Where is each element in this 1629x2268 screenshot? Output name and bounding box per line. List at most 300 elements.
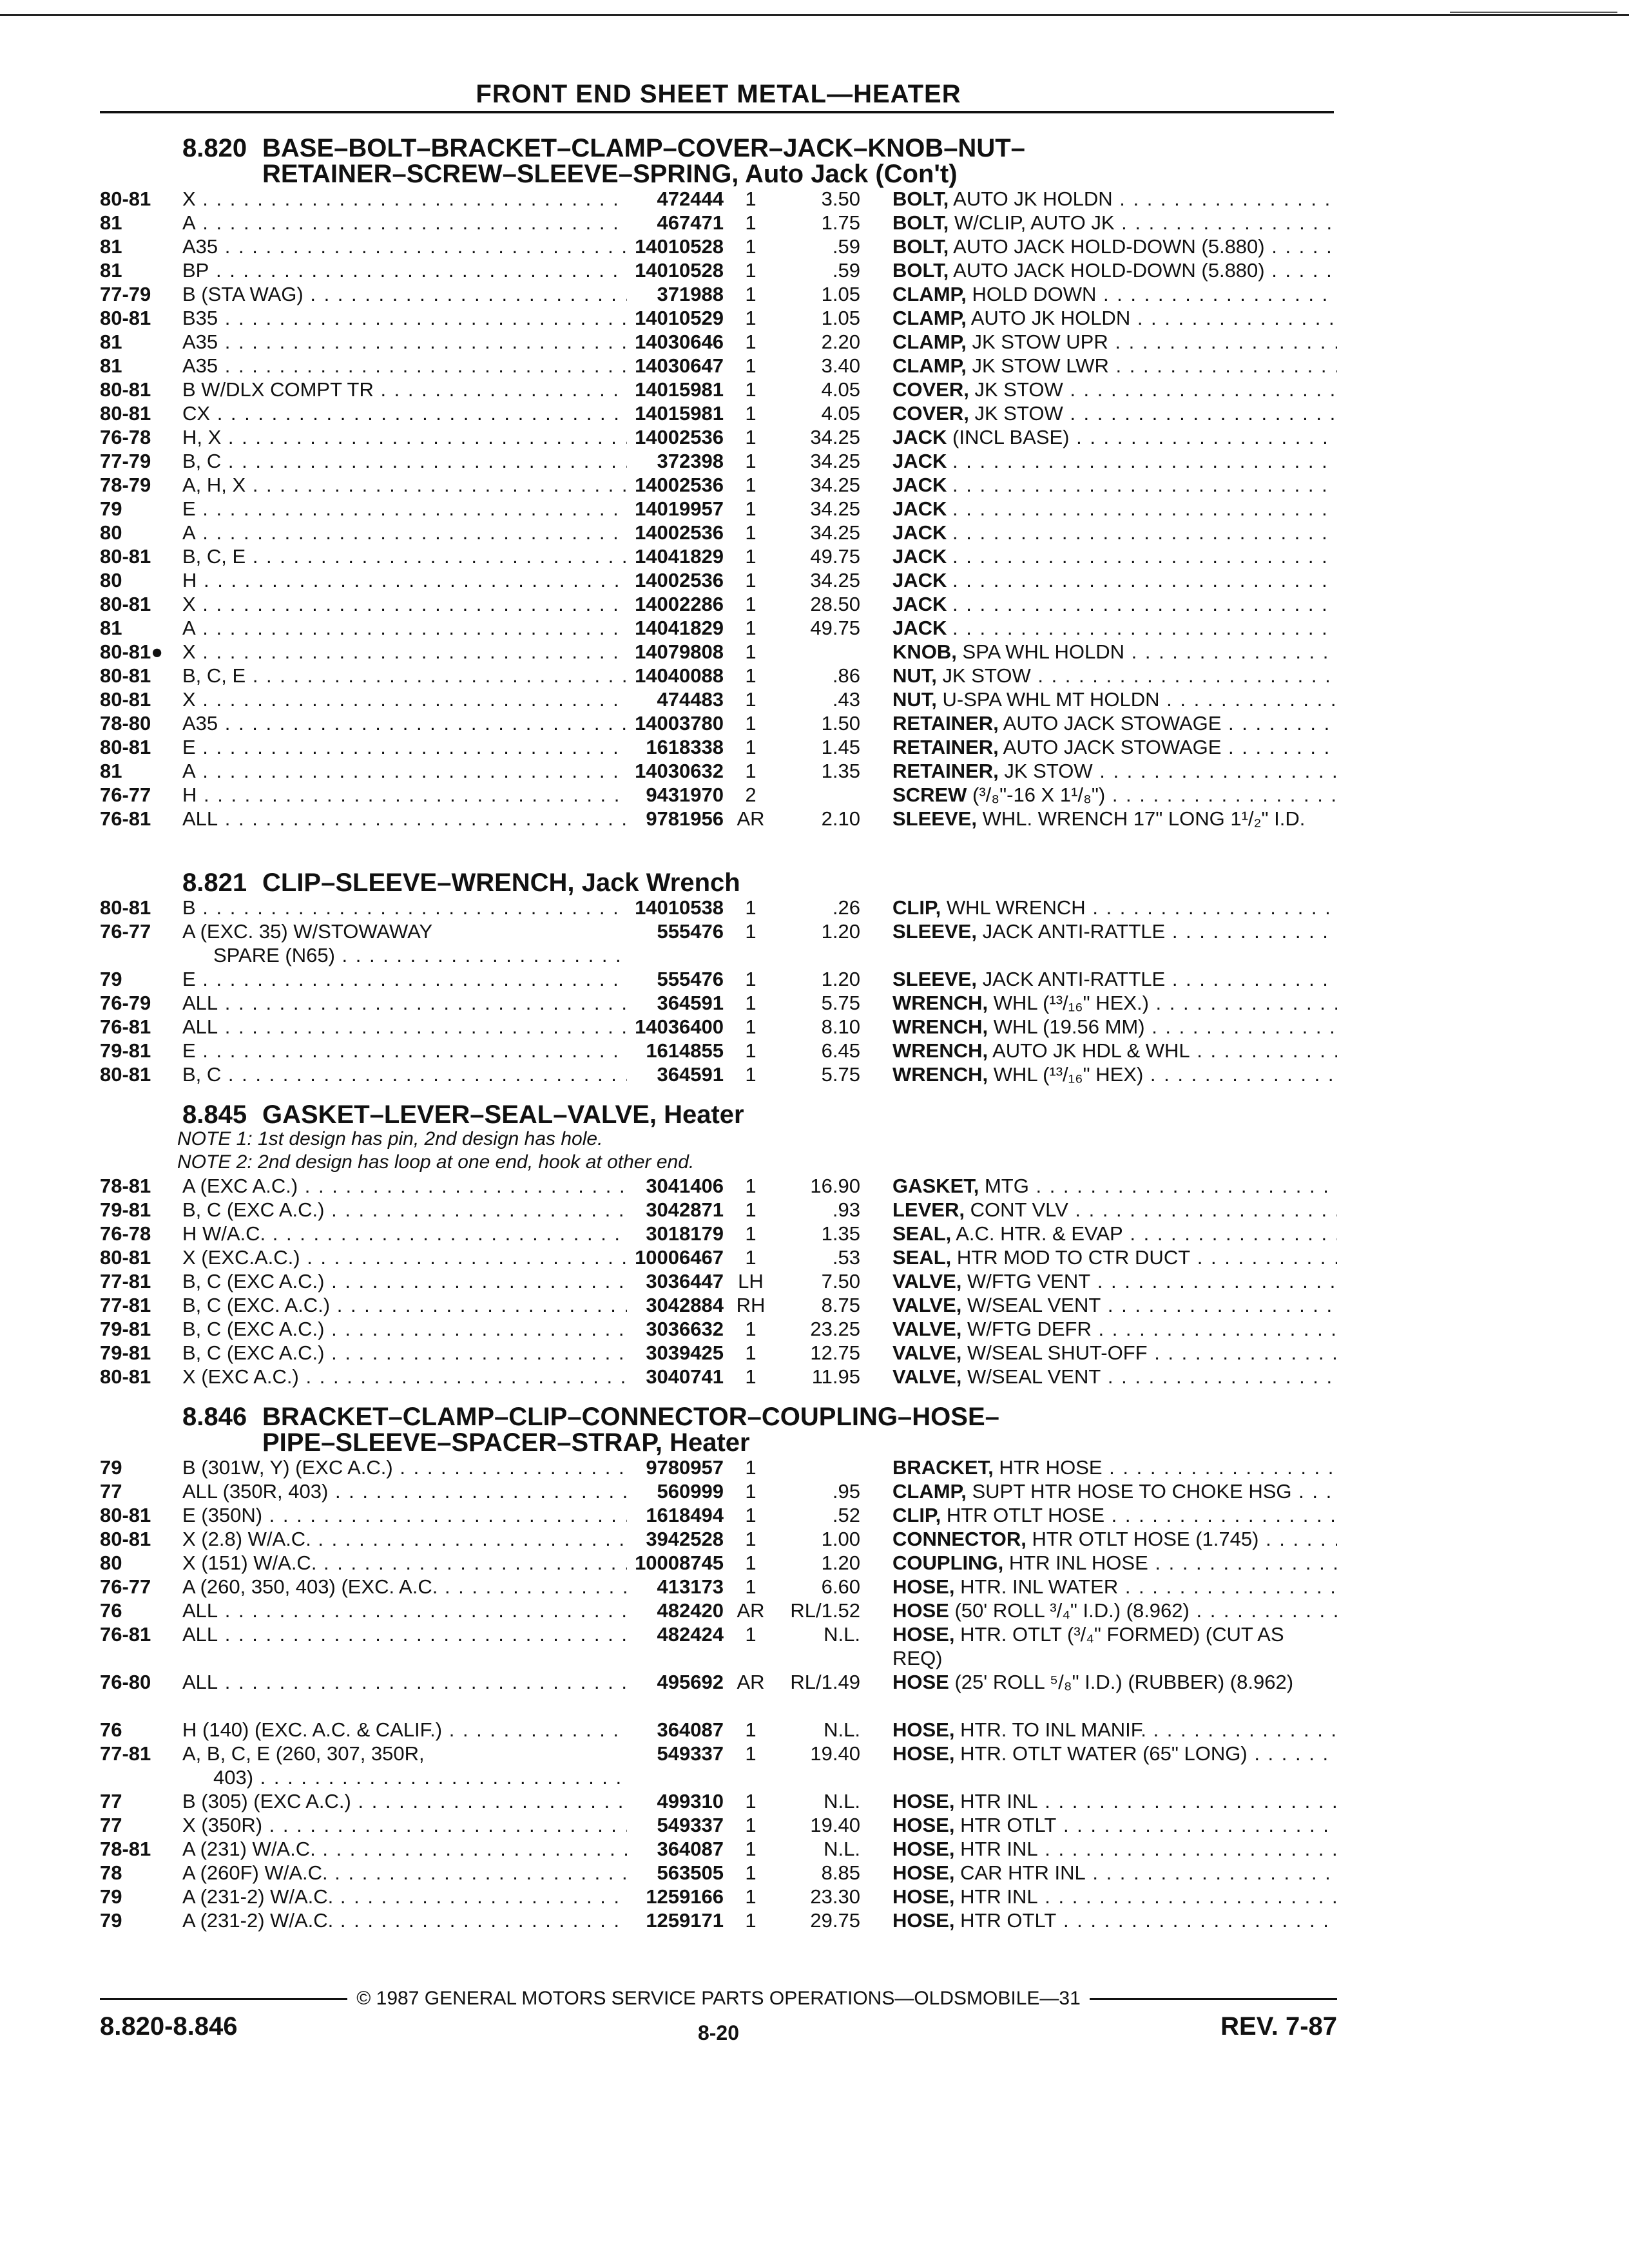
row-description-noun: WRENCH, [892,992,988,1014]
row-description [860,258,1337,282]
row-description-noun: RETAINER, [892,736,999,758]
row-description-noun: BOLT, [892,211,949,234]
table-row [100,807,1337,854]
row-description [860,1861,1337,1885]
row-description-text [952,521,1337,544]
row-part-number: 14010528 [635,235,724,258]
row-quantity: 1 [745,1175,757,1197]
row-model [182,1503,627,1527]
row-description-noun: VALVE, [892,1341,962,1364]
row-part-number: 1614855 [646,1039,724,1062]
row-price: 29.75 [810,1909,860,1932]
row-description-noun: WRENCH, [892,1063,988,1086]
row-price: 49.75 [810,617,860,639]
row-model-text: A (260, 350, 403) (EXC. A.C. [182,1575,438,1598]
row-description-text: (25' ROLL ⁵/₈" I.D.) (RUBBER) (8.962) [954,1671,1294,1693]
table-row [100,1039,1337,1062]
row-price: .43 [832,688,860,711]
row-description [860,1269,1337,1293]
section-header [100,1102,1337,1128]
row-quantity: 1 [745,1718,757,1741]
row-description-text: HTR OTLT . . . [960,1814,1337,1836]
row-years: 78-81 [100,1175,151,1197]
table-row [100,1837,1337,1861]
row-description-noun: RETAINER, [892,712,999,735]
table-row [100,568,1337,592]
row-description [860,919,1337,943]
row-price: 23.25 [810,1318,860,1340]
row-years: 76 [100,1599,122,1622]
row-description-text [952,593,1337,615]
table-row [100,592,1337,616]
row-description-text: JACK ANTI-RATTLE . . . [983,920,1337,943]
row-description [860,1341,1337,1365]
row-description [860,687,1337,711]
row-description [860,378,1337,401]
row-model-text-cont: 403) . . . [182,1765,627,1789]
row-description [860,896,1337,919]
row-quantity: 1 [745,1063,757,1086]
row-description-text: JK STOW . . . [943,664,1337,687]
row-model [182,1245,627,1269]
row-model-text: E [182,1039,196,1062]
row-description-text: HTR HOSE . . . [999,1456,1337,1479]
top-rule [0,14,1629,16]
section-8-845 [100,1102,1337,1389]
section-8-846 [100,1404,1337,1932]
row-description-text [952,617,1337,639]
row-model [182,1908,627,1932]
row-description [860,711,1337,735]
row-years: 76-81 [100,807,151,830]
row-description [860,187,1337,211]
row-description-text: AUTO JACK HOLD-DOWN (5.880) . . . [953,235,1337,258]
row-model-text: B, C [182,450,222,472]
row-years: 80-81 [100,1063,151,1086]
row-description-noun: KNOB, [892,640,957,663]
row-description-text: W/CLIP, AUTO JK . . . [954,211,1337,234]
row-description [860,1527,1337,1551]
row-years: 77 [100,1790,122,1812]
row-quantity: 1 [745,331,757,353]
row-model-text: ALL [182,1015,218,1038]
row-model [182,592,627,616]
table-row [100,616,1337,640]
row-description-noun: SEAL, [892,1222,952,1245]
row-model [182,1222,627,1245]
row-description [860,1837,1337,1861]
row-price: 2.10 [821,807,860,830]
row-model-text: A (231-2) W/A.C. [182,1885,334,1908]
table-row [100,1527,1337,1551]
row-description-noun: HOSE, [892,1838,955,1860]
row-description-noun: JACK [892,426,947,448]
row-years: 80-81 [100,402,151,425]
row-model-text: X (EXC.A.C.) [182,1246,300,1269]
row-description [860,783,1337,807]
row-part-number: 364087 [657,1838,724,1860]
row-description [860,497,1337,521]
row-model-text: A (EXC. 35) W/STOWAWAY [182,920,433,943]
row-years: 81 [100,259,122,282]
row-description-text: W/FTG VENT . . . [967,1270,1337,1293]
row-description [860,1670,1337,1694]
row-quantity: 1 [745,259,757,282]
table-row [100,896,1337,919]
row-description-text: AUTO JACK HOLD-DOWN (5.880) . . . [953,259,1337,282]
section-number: 8.845 [182,1100,247,1129]
table-row [100,544,1337,568]
row-description [860,425,1337,449]
row-model-text: H [182,569,197,591]
row-years: 81 [100,760,122,782]
row-model [182,1885,627,1908]
row-price: 23.30 [810,1885,860,1908]
row-description [860,1365,1337,1389]
row-description-text [952,569,1337,591]
row-part-number: 10008745 [635,1552,724,1574]
row-description-text: CONT VLV . . . [970,1198,1337,1221]
row-years: 76-78 [100,426,151,448]
row-model-text: X (350R) [182,1814,263,1836]
row-model-text: B (305) (EXC A.C.) [182,1790,351,1812]
row-years: 80-81 [100,1504,151,1526]
row-model [182,235,627,258]
row-quantity: 1 [745,1198,757,1221]
row-years: 79 [100,497,122,520]
row-price: .95 [832,1480,860,1503]
row-description [860,521,1337,544]
row-years: 79 [100,1909,122,1932]
row-part-number: 14041829 [635,617,724,639]
row-model-text: B, C, E [182,545,246,568]
row-part-number: 364591 [657,992,724,1014]
row-model [182,896,627,919]
row-price: .93 [832,1198,860,1221]
row-description [860,401,1337,425]
row-model [182,1341,627,1365]
section-title-line: CLIP–SLEEVE–WRENCH, Jack Wrench [262,869,740,897]
table-row [100,1456,1337,1479]
row-description-text: AUTO JK HOLDN . . . [953,187,1337,210]
row-part-number: 1259171 [646,1909,724,1932]
row-description-noun: COVER, [892,378,969,401]
row-model [182,1837,627,1861]
row-part-number: 14030647 [635,354,724,377]
row-price: 1.35 [821,760,860,782]
row-price: 1.20 [821,920,860,943]
row-model [182,354,627,378]
row-years: 80 [100,521,122,544]
row-quantity: 1 [745,617,757,639]
table-row [100,1575,1337,1599]
row-years: 77-79 [100,450,151,472]
section-title [262,135,1337,187]
row-part-number: 549337 [657,1814,724,1836]
row-description [860,1293,1337,1317]
row-description [860,544,1337,568]
row-description-text: HTR. INL WATER . . . [960,1575,1337,1598]
row-model [182,1622,627,1646]
row-part-number: 14002536 [635,474,724,496]
row-description [860,568,1337,592]
row-model [182,425,627,449]
table-row [100,1174,1337,1198]
row-years: 78-81 [100,1838,151,1860]
row-description-noun: JACK [892,569,947,591]
row-model-text: B, C (EXC A.C.) [182,1270,325,1293]
section-title-line: RETAINER–SCREW–SLEEVE–SPRING, Auto Jack (Con't) [262,160,958,188]
row-model [182,616,627,640]
row-quantity: AR [737,807,765,830]
row-quantity: 1 [745,1222,757,1245]
row-price: N.L. [824,1623,860,1646]
row-quantity: 1 [745,640,757,663]
row-years: 78-79 [100,474,151,496]
row-model [182,783,627,807]
row-quantity: 1 [745,1365,757,1388]
row-years: 80-81 [100,688,151,711]
row-model [182,1039,627,1062]
row-part-number: 482420 [657,1599,724,1622]
table-row [100,187,1337,211]
row-description [860,1317,1337,1341]
row-quantity: 1 [745,1015,757,1038]
table-row [100,1503,1337,1527]
row-model [182,919,627,967]
table-row [100,1599,1337,1622]
row-model [182,1062,627,1086]
row-part-number: 482424 [657,1623,724,1646]
table-row [100,664,1337,687]
row-description [860,616,1337,640]
row-years: 78 [100,1861,122,1884]
row-description-noun: WRENCH, [892,1015,988,1038]
row-description-text [952,474,1337,496]
row-model [182,711,627,735]
table-row [100,1718,1337,1742]
row-description-noun: HOSE, [892,1885,955,1908]
row-model-text: ALL [182,992,218,1014]
row-quantity: 1 [745,1838,757,1860]
row-part-number: 3036632 [646,1318,724,1340]
row-model-text: H W/A.C. [182,1222,266,1245]
row-description [860,1039,1337,1062]
row-model [182,735,627,759]
row-price: 49.75 [810,545,860,568]
row-description-noun: CLAMP, [892,307,967,329]
row-model [182,568,627,592]
row-price: RL/1.52 [790,1599,860,1622]
row-price: .26 [832,896,860,919]
row-price: 1.00 [821,1528,860,1550]
row-years: 80-81 [100,1365,151,1388]
row-price: 28.50 [810,593,860,615]
row-price: 1.20 [821,1552,860,1574]
row-description [860,235,1337,258]
section-number: 8.820 [182,134,247,162]
row-quantity: 1 [745,1861,757,1884]
row-model-text: CX [182,402,211,425]
section-title-line: GASKET–LEVER–SEAL–VALVE, Heater [262,1100,744,1129]
row-description-noun: SLEEVE, [892,920,977,943]
row-description [860,1479,1337,1503]
row-model-text: B (301W, Y) (EXC A.C.) [182,1456,393,1479]
row-description [860,1813,1337,1837]
row-description [860,991,1337,1015]
row-years: 76-81 [100,1015,151,1038]
row-model [182,1015,627,1039]
row-model-text: X [182,688,196,711]
row-years: 76-81 [100,1623,151,1646]
row-description-text: AUTO JACK STOWAGE . . . [1003,736,1337,758]
row-part-number: 14010529 [635,307,724,329]
row-description-text: (INCL BASE) . . . [952,426,1337,448]
table-row [100,306,1337,330]
row-model-text-cont: SPARE (N65) . . . [182,943,627,967]
row-years: 77 [100,1814,122,1836]
row-model-text: X [182,187,196,210]
row-quantity: 1 [745,736,757,758]
row-quantity: 1 [745,426,757,448]
row-description-noun: LEVER, [892,1198,965,1221]
row-years: 79 [100,1456,122,1479]
row-description-noun: SLEEVE, [892,968,977,990]
row-part-number: 1618494 [646,1504,724,1526]
row-description [860,592,1337,616]
section-title [262,1404,1337,1456]
row-price: .59 [832,235,860,258]
table-row [100,1015,1337,1039]
row-quantity: 1 [745,1575,757,1598]
row-model [182,1861,627,1885]
table-row [100,425,1337,449]
row-description-noun: VALVE, [892,1270,962,1293]
row-description-text: HTR OTLT . . . [960,1909,1337,1932]
row-model [182,187,627,211]
row-quantity: 1 [745,1885,757,1908]
table-row [100,354,1337,378]
row-part-number: 499310 [657,1790,724,1812]
row-model [182,1198,627,1222]
row-part-number: 495692 [657,1671,724,1693]
row-description-noun: VALVE, [892,1365,962,1388]
table-row [100,449,1337,473]
table-row [100,1813,1337,1837]
row-description [860,1551,1337,1575]
row-description-text: WHL (19.56 MM) . . . [994,1015,1337,1038]
row-part-number: 14010538 [635,896,724,919]
table-row [100,1861,1337,1885]
row-description [860,759,1337,783]
row-years: 77-79 [100,283,151,305]
row-description-text: HTR INL . . . [960,1885,1337,1908]
row-quantity: 1 [745,283,757,305]
table-row [100,1622,1337,1670]
row-part-number: 549337 [657,1742,724,1765]
row-quantity: 1 [745,1909,757,1932]
row-price: 3.50 [821,187,860,210]
row-price: 8.75 [821,1294,860,1316]
row-quantity: 1 [745,992,757,1014]
row-price: 5.75 [821,1063,860,1086]
footer-page-number: 8-20 [697,2021,740,2044]
table-row [100,711,1337,735]
row-years: 76 [100,1718,122,1741]
row-quantity: 1 [745,187,757,210]
row-part-number: 14002536 [635,569,724,591]
row-price: 34.25 [810,497,860,520]
row-years: 80-81 [100,378,151,401]
row-description-noun: HOSE [892,1671,949,1693]
row-part-number: 3942528 [646,1528,724,1550]
row-model [182,807,627,831]
table-row [100,521,1337,544]
table-row [100,1885,1337,1908]
table-row [100,735,1337,759]
row-model [182,306,627,330]
page-footer [100,1988,1337,2051]
table-row [100,1479,1337,1503]
title-rule [100,111,1334,113]
row-years: 81 [100,331,122,353]
row-model [182,330,627,354]
footer-revision: REV. 7-87 [1220,2012,1337,2041]
row-price: 1.05 [821,307,860,329]
row-description-noun: NUT, [892,664,937,687]
row-description-text: W/FTG DEFR . . . [967,1318,1337,1340]
row-quantity: 1 [745,712,757,735]
row-quantity: RH [736,1294,766,1316]
row-model-text: A [182,521,196,544]
row-model-text: X (151) W/A.C. [182,1552,317,1574]
row-model-text: A [182,760,196,782]
row-description [860,282,1337,306]
table-row [100,282,1337,306]
row-price: 1.05 [821,283,860,305]
row-model [182,1479,627,1503]
row-years: 76-77 [100,1575,151,1598]
row-price: N.L. [824,1838,860,1860]
row-quantity: 1 [745,1742,757,1765]
row-model [182,497,627,521]
section-title-line: PIPE–SLEEVE–SPACER–STRAP, Heater [262,1428,750,1457]
row-model-text: H [182,783,197,806]
row-part-number: 14030632 [635,760,724,782]
row-price: 2.20 [821,331,860,353]
table-row [100,1670,1337,1718]
row-model [182,991,627,1015]
row-description-noun: BRACKET, [892,1456,994,1479]
row-model-text: X (2.8) W/A.C. [182,1528,311,1550]
table-row [100,759,1337,783]
row-years: 76-78 [100,1222,151,1245]
table-row [100,1293,1337,1317]
row-quantity: 1 [745,307,757,329]
row-description-text: HTR. OTLT (³/₄" FORMED) (CUT AS REQ) [892,1623,1284,1669]
table-row [100,1365,1337,1389]
table-row [100,1317,1337,1341]
row-quantity: AR [737,1599,765,1622]
row-model-text: A35 [182,235,218,258]
table-row [100,991,1337,1015]
row-description [860,1174,1337,1198]
row-description-noun: HOSE, [892,1861,955,1884]
row-price: 1.45 [821,736,860,758]
row-years: 81 [100,211,122,234]
row-model-text: ALL (350R, 403) [182,1480,329,1503]
row-description-noun: CLAMP, [892,331,967,353]
